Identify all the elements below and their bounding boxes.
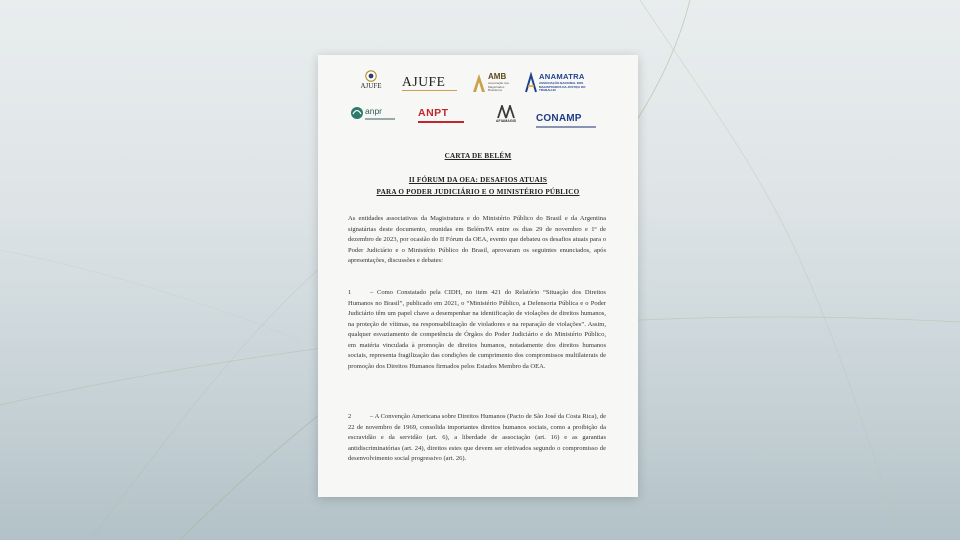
document-heading: CARTA DE BELÉM xyxy=(444,152,512,160)
conamp-subtext-line xyxy=(536,126,596,128)
conamp-logo xyxy=(536,113,600,129)
amb-logo xyxy=(472,72,522,98)
anpt-underline xyxy=(418,121,464,123)
anpt-text: ANPT xyxy=(418,107,449,119)
anpt-logo xyxy=(418,108,468,128)
ajufe-underline xyxy=(402,90,457,91)
intro-paragraph: As entidades associativas da Magistratura e do Ministério Público do Brasil e da Argentina signatárias deste documento, reunidas em Belém/PA entre os dias 29 de novembro e 1º de dezembro de 2023, por ocasião do II Fórum da OEA, evento que debateu os desafios atuais para o Poder Judiciário e o Ministério Público do Brasil, aprovaram os seguintes enunciados, após apresentações, discussões e debates: xyxy=(348,215,606,264)
amb-emblem-icon xyxy=(472,72,486,94)
afiamagis-logo xyxy=(491,105,521,129)
ajufe-small-logo xyxy=(356,70,386,94)
ajufe-emblem-icon xyxy=(364,70,378,82)
anpr-emblem-icon xyxy=(350,105,364,121)
afiamagis-text: AFIAMAGIS xyxy=(495,119,517,123)
ajufe-large-logo xyxy=(402,74,460,94)
ajufe-small-text: AJUFE xyxy=(360,82,382,90)
conamp-text: CONAMP xyxy=(536,113,582,124)
amb-text: AMB xyxy=(488,72,507,81)
anamatra-subtext: ASSOCIAÇÃO NACIONAL DOS MAGISTRADOS DA JUSTIÇA DO TRABALHO xyxy=(539,81,586,93)
item-text: – Como Constatado pela CIDH, no item 421 do Relatório “Situação dos Direitos Humanos no Brasil”, publicado em 2021, o “Ministério Público, a Defensoria Pública e o Poder Judiciário têm um papel chave a desempenhar na identificação de violações de direitos humanos, na proteção de vítimas, na responsabilização de violadores e na reparação de violações”. Assim, qualquer esvaziamento de competência de Órgãos do Poder Judiciário e do Ministério Público, em matéria vinculada à promoção de direitos humanos, notadamente dos direitos humanos sociais, representa fragilização das condições de cumprimento dos compromissos multilaterais de promoção dos Direitos Humanos firmados pelos Estados Membro da OEA. xyxy=(348,289,606,370)
anpr-logo xyxy=(350,104,398,126)
item-text: – A Convenção Americana sobre Direitos Humanos (Pacto de São José da Costa Rica), de 22 de novembro de 1969, consolida importantes direitos humanos sociais, como a proibição da escravidão e da servidão (art. 6), a liberdade de associação (art. 16) e as garantias antidiscriminatórias (art. 24), direitos estes que devem ser efetivados segundo o compromisso de desenvolvimento social progressivo (art. 26). xyxy=(348,413,606,462)
item-paragraph-1 xyxy=(348,288,606,372)
afiamagis-emblem-icon xyxy=(496,105,516,119)
anpr-subtext-line xyxy=(365,118,395,120)
anamatra-emblem-icon xyxy=(524,72,538,94)
anamatra-text: ANAMATRA xyxy=(539,72,585,81)
amb-subtext: Associação dos Magistrados Brasileiros xyxy=(488,81,510,93)
item-paragraph-2 xyxy=(348,412,606,465)
item-number: 1 xyxy=(348,289,352,296)
anamatra-logo xyxy=(524,72,602,98)
document-subtitle-line2: PARA O PODER JUDICIÁRIO E O MINISTÉRIO PÚBLICO xyxy=(376,188,580,196)
ajufe-large-text: AJUFE xyxy=(402,74,446,89)
item-number: 2 xyxy=(348,413,352,420)
document-subtitle-line1: II FÓRUM DA OEA: DESAFIOS ATUAIS xyxy=(408,176,548,184)
document-page xyxy=(318,55,638,497)
anpr-text: anpr xyxy=(365,106,383,116)
